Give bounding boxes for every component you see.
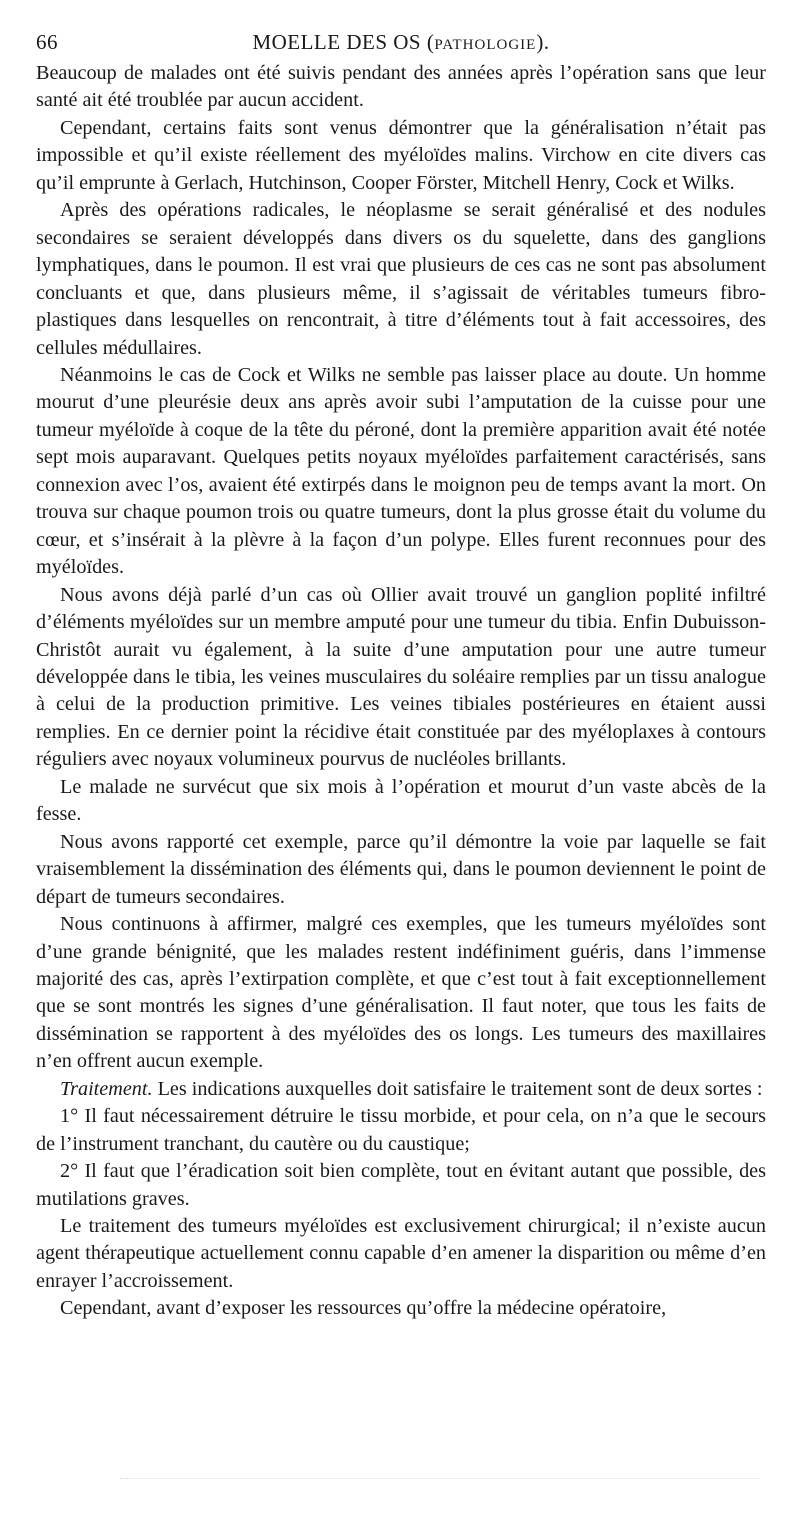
paragraph: Cependant, certains faits sont venus démontrer que la généralisation n’était pas impossible et qu’il existe réellement des myéloïdes malins. Virchow en cite divers cas qu’il emprunte à Gerlach, Hutchinson, Cooper Förster, Mitchell Henry, Cock et Wilks. xyxy=(36,116,766,194)
paragraph: Le malade ne survécut que six mois à l’opération et mourut d’un vaste abcès de la fesse. xyxy=(36,775,766,826)
paragraph: Nous continuons à affirmer, malgré ces exemples, que les tumeurs myéloïdes sont d’une grande bénignité, que les malades restent indéfiniment guéris, dans l’immense majorité des cas, après l’extirpation complète, et que c’est tout à fait exceptionnellement que se sont montrés les signes d’une généralisation. Il faut noter, que tous les faits de dissémination se rapportent à des myéloïdes des os longs. Les tumeurs des maxillaires n’en offrent aucun exemple. xyxy=(36,913,766,1073)
list-item: 1° Il faut nécessairement détruire le tissu morbide, et pour cela, on n’a que le secours de l’instrument tranchant, du cautère ou du caustique; xyxy=(36,1105,766,1155)
treatment-heading: Traitement. xyxy=(60,1077,153,1100)
running-title xyxy=(36,30,766,55)
page-number: 66 xyxy=(36,30,58,54)
page-header xyxy=(36,28,766,56)
paragraph: Cependant, avant d’exposer les ressources qu’offre la médecine opératoire, xyxy=(60,1297,667,1320)
treatment-paragraph xyxy=(36,1076,766,1103)
body-text xyxy=(36,60,766,1323)
running-title-subject: PATHOLOGIE xyxy=(434,37,537,53)
treatment-text: Les indications auxquelles doit satisfaire le traitement sont de deux sortes : xyxy=(152,1077,763,1100)
running-title-main: MOELLE DES OS ( xyxy=(252,30,435,54)
paragraph: Néanmoins le cas de Cock et Wilks ne semble pas laisser place au doute. Un homme mourut d’une pleurésie deux ans après avoir subi l’amputation de la cuisse pour une tumeur myéloïde à coque de la tête du péroné, dont la première apparition avait été notée sept mois auparavant. Quelques petits noyaux myéloïdes parfaitement caractérisés, sans connexion avec l’os, avaient été extirpés dans le moignon peu de temps avant la mort. On trouva sur chaque poumon trois ou quatre tumeurs, dont la plus grosse était du volume du cœur, et s’insérait à la plèvre à la façon d’un polype. Elles furent reconnues pour des myéloïdes. xyxy=(36,363,766,579)
running-title-end: ). xyxy=(536,30,550,54)
list-item: 2° Il faut que l’éradication soit bien complète, tout en évitant autant que possible, des mutilations graves. xyxy=(36,1160,766,1210)
paragraph: Beaucoup de malades ont été suivis pendant des années après l’opération sans que leur santé ait été troublée par aucun accident. xyxy=(36,62,766,112)
paragraph: Le traitement des tumeurs myéloïdes est exclusivement chirurgical; il n’existe aucun agent thérapeutique actuellement connu capable d’en amener la disparition ou même d’en enrayer l’accroissement. xyxy=(36,1215,766,1292)
book-page xyxy=(36,28,766,1323)
page-bottom-marks xyxy=(120,1478,760,1489)
paragraph: Nous avons déjà parlé d’un cas où Ollier avait trouvé un ganglion poplité infiltré d’éléments myéloïdes sur un membre amputé pour une tumeur du tibia. Enfin Dubuisson-Christôt aurait vu également, à la suite d’une amputation pour une autre tumeur développée dans le tibia, les veines musculaires du soléaire remplies par un tissu analogue à celui de la production primitive. Les veines tibiales postérieures en étaient aussi remplies. En ce dernier point la récidive était constituée par des myéloplaxes à contours réguliers avec noyaux volumineux pourvus de nucléoles brillants. xyxy=(36,583,766,771)
paragraph: Nous avons rapporté cet exemple, parce qu’il démontre la voie par laquelle se fait vraisemblement la dissémination des éléments qui, dans le poumon deviennent le point de départ de tumeurs secondaires. xyxy=(36,830,766,908)
paragraph: Après des opérations radicales, le néoplasme se serait généralisé et des nodules secondaires se seraient développés dans divers os du squelette, dans des ganglions lymphatiques, dans le poumon. Il est vrai que plusieurs de ces cas ne sont pas absolument concluants et que, dans plusieurs même, il s’agissait de véritables tumeurs fibro-plastiques dans lesquelles on rencontrait, à titre d’éléments tout à fait accessoires, des cellules médullaires. xyxy=(36,199,766,359)
